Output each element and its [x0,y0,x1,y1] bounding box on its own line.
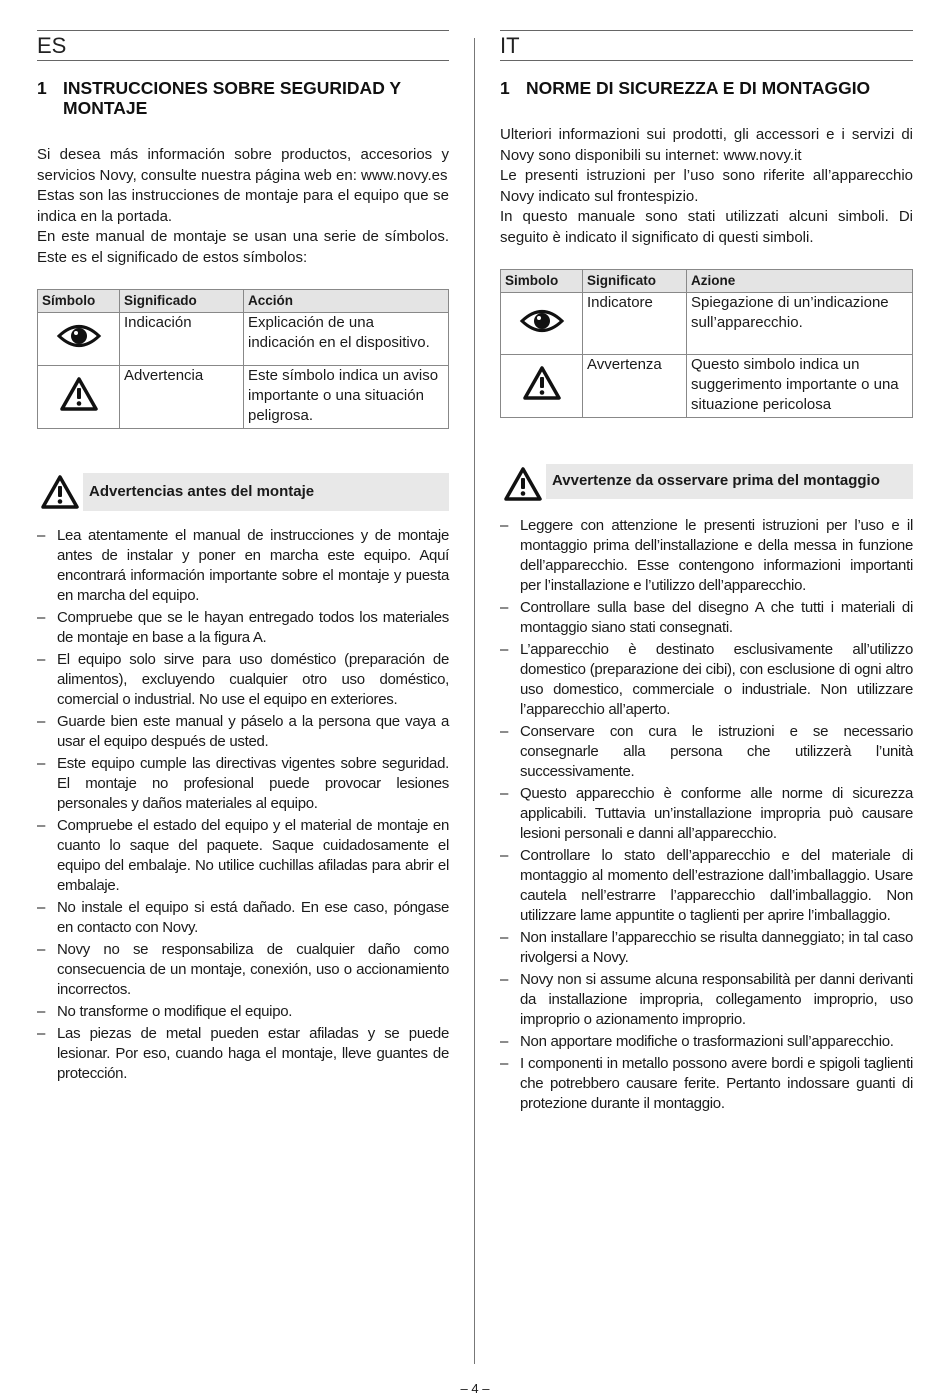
warning-list [500,516,913,1114]
language-code: ES [37,33,67,58]
list-item: – Controllare sulla base del disegno A che tutti i materiali di montaggio siano stati consegnati. [500,599,913,636]
list-item: – Non apportare modifiche o trasformazioni sull’apparecchio. [500,1033,894,1050]
warning-triangle-icon [38,366,120,429]
intro-text [500,125,913,248]
table-header-meaning: Significado [120,290,244,313]
list-item: – Compruebe el estado del equipo y el material de montaje en cuanto lo saque del paquete. Saque cuidadosamente el equipo del embalaje. No utilice cuchillas afiladas para abrir el embalaje. [37,817,449,894]
table-header-action: Azione [687,270,913,293]
list-item: – Compruebe que se le hayan entregado todos los materiales de montaje en base a la figura A. [37,609,449,646]
table-header-action: Acción [244,290,449,313]
meaning-cell: Indicatore [583,293,687,355]
section-title: INSTRUCCIONES SOBRE SEGURIDAD Y MONTAJE [63,78,401,118]
meaning-cell: Indicación [120,313,244,366]
action-cell: Spiegazione di un’indicazione sull’apparecchio. [687,293,913,355]
table-header-row [38,290,449,313]
list-item: – Non installare l’apparecchio se risulta danneggiato; in tal caso rivolgersi a Novy. [500,929,913,966]
list-item: – El equipo solo sirve para uso doméstico (preparación de alimentos), excluyendo cualquier otro uso doméstico, comercial o industrial. No use el equipo en exteriores. [37,651,449,708]
intro-paragraph: Le presenti istruzioni per l’uso sono riferite all’apparecchio Novy indicato sul frontespizio. [500,167,913,205]
intro-paragraph: En este manual de montaje se usan una serie de símbolos. Este es el significado de estos símbolos: [37,228,449,266]
table-header-symbol: Simbolo [501,270,583,293]
list-item: – Guarde bien este manual y páselo a la persona que vaya a usar el equipo después de usted. [37,713,449,750]
column-divider [474,38,475,1364]
warning-list [37,526,449,1084]
action-cell: Este símbolo indica un aviso importante o una situación peligrosa. [244,366,449,429]
table-row [38,366,449,429]
warning-triangle-icon [37,474,83,510]
list-item: – Lea atentamente el manual de instrucciones y de montaje antes de instalar y poner en marcha este equipo. Aquí encontrará información importante sobre el montaje y puesta en marcha del equipo. [37,527,449,604]
symbol-table [37,289,449,429]
intro-paragraph: Si desea más información sobre productos, accesorios y servicios Novy, consulte nuestra página web en: www.novy.es [37,146,449,184]
list-item: – Las piezas de metal pueden estar afiladas y se puede lesionar. Por eso, cuando haga el montaje, lleve guantes de protección. [37,1025,449,1082]
intro-paragraph: In questo manuale sono stati utilizzati alcuni simboli. Di seguito è indicato il significato di questi simboli. [500,208,913,246]
warning-title: Avvertenze da osservare prima del montaggio [546,464,913,499]
list-item: – L’apparecchio è destinato esclusivamente all’utilizzo domestico (preparazione dei cibi), con esclusione di ogni altro uso domestico, commerciale o industriale. Non utilizzare l’apparecchio all’aperto. [500,641,913,718]
language-header [500,30,913,61]
section-title: NORME DI SICUREZZA E DI MONTAGGIO [526,78,871,98]
list-item: – Novy no se responsabiliza de cualquier daño como consecuencia de un montaje, conexión, uso o accionamiento incorrectos. [37,941,449,998]
table-row [38,313,449,366]
table-row [501,293,913,355]
list-item: – No instale el equipo si está dañado. En ese caso, póngase en contacto con Novy. [37,899,449,936]
list-item: – Novy non si assume alcuna responsabilità per danni derivanti da installazione impropria, collegamento improprio, uso improprio o azionamento improprio. [500,971,913,1028]
list-item: – No transforme o modifique el equipo. [37,1003,293,1020]
warning-triangle-icon [500,464,546,502]
meaning-cell: Avvertenza [583,355,687,418]
language-code: IT [500,33,520,58]
section-heading [500,78,913,98]
section-heading [37,78,449,118]
intro-text [37,145,449,268]
eye-icon [38,313,120,366]
table-row [501,355,913,418]
language-header [37,30,449,61]
table-header-meaning: Significato [583,270,687,293]
column-it [500,30,913,1116]
list-item: – Leggere con attenzione le presenti istruzioni per l’uso e il montaggio prima dell’installazione e della messa in funzione dell’apparecchio. Esse contengono informazioni importanti per l’installazione e l’utilizzo dell’apparecchio. [500,517,913,594]
eye-icon [501,293,583,355]
table-header-symbol: Símbolo [38,290,120,313]
warning-box [500,464,913,502]
column-es [37,30,449,1086]
section-number: 1 [37,78,47,98]
warning-title: Advertencias antes del montaje [83,473,449,511]
list-item: – Conservare con cura le istruzioni e se necessario consegnarle alla persona che utilizzerà l’unità successivamente. [500,723,913,780]
warning-triangle-icon [501,355,583,418]
table-header-row [501,270,913,293]
symbol-table [500,269,913,418]
page-number: – 4 – [460,1381,490,1396]
list-item: – Controllare lo stato dell’apparecchio e del materiale di montaggio al momento dell’estrazione dall’imballaggio. Usare cautela nell’estrarre l’apparecchio dall’imballaggio. Non utilizzare lame appuntite o taglienti per aprire l’imballaggio. [500,847,913,924]
list-item: – Questo apparecchio è conforme alle norme di sicurezza applicabili. Tuttavia un’installazione impropria può causare lesioni personali e danni all’apparecchio. [500,785,913,842]
meaning-cell: Advertencia [120,366,244,429]
intro-paragraph: Ulteriori informazioni sui prodotti, gli accessori e i servizi di Novy sono disponibili su internet: www.novy.it [500,126,913,164]
list-item: – Este equipo cumple las directivas vigentes sobre seguridad. El montaje no profesional puede provocar lesiones personales y daños materiales al equipo. [37,755,449,812]
warning-box [37,473,449,511]
section-number: 1 [500,78,510,98]
list-item: – I componenti in metallo possono avere bordi e spigoli taglienti che potrebbero causare ferite. Pertanto indossare guanti di protezione durante il montaggio. [500,1055,913,1112]
intro-paragraph: Estas son las instrucciones de montaje para el equipo que se indica en la portada. [37,187,449,225]
action-cell: Explicación de una indicación en el dispositivo. [244,313,449,366]
action-cell: Questo simbolo indica un suggerimento importante o una situazione pericolosa [687,355,913,418]
